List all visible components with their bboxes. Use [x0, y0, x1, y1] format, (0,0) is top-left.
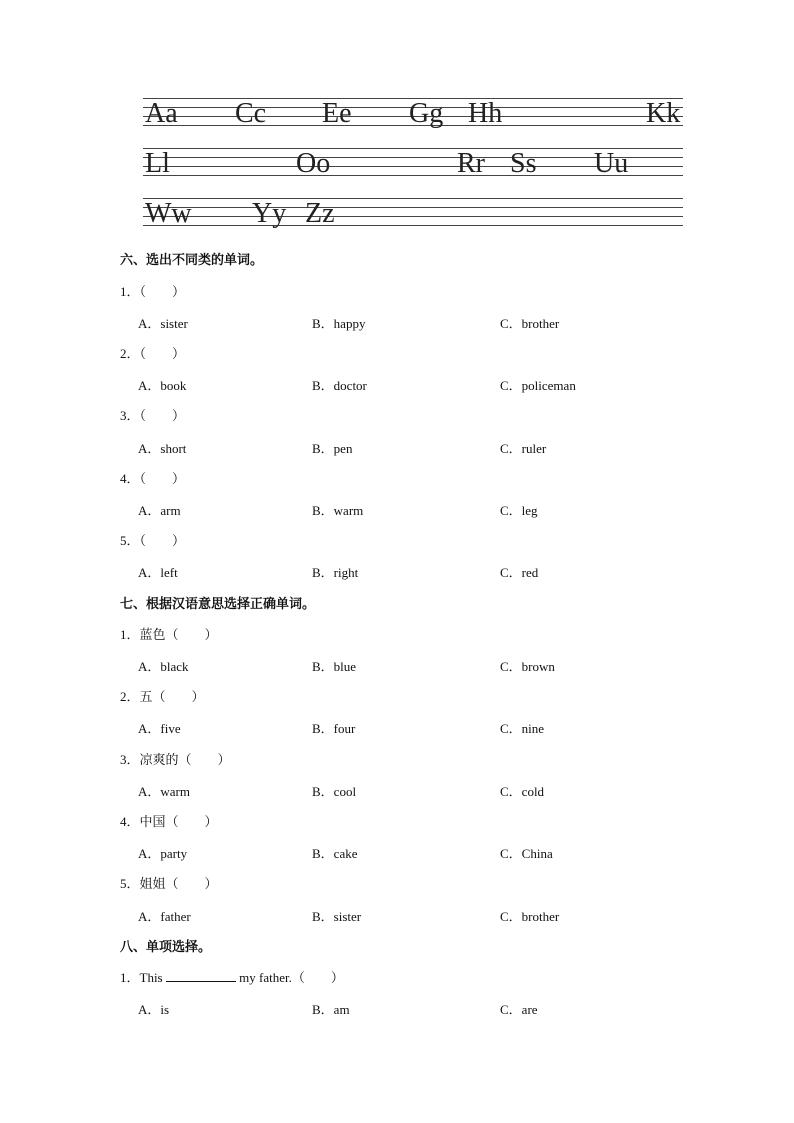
option-a[interactable]: A．book — [138, 378, 187, 393]
question-number: 1．蓝色（ ） — [120, 627, 218, 642]
letter-pair: Cc — [235, 98, 267, 129]
question-number: 4．中国（ ） — [120, 814, 218, 829]
question-number: 5．（ ） — [120, 533, 186, 548]
letter-pair: Ss — [510, 148, 537, 179]
letter-pair: Gg — [409, 98, 444, 129]
question-number: 5．姐姐（ ） — [120, 876, 218, 891]
option-c[interactable]: C．brown — [500, 659, 555, 674]
letter-pair: Oo — [296, 148, 331, 179]
question-number: 4．（ ） — [120, 471, 186, 486]
option-b[interactable]: B．blue — [312, 659, 357, 674]
option-c[interactable]: C．brother — [500, 316, 560, 331]
option-c[interactable]: C．leg — [500, 503, 538, 518]
option-a[interactable]: A．sister — [138, 316, 188, 331]
question-number: 3．凉爽的（ ） — [120, 752, 231, 767]
option-c[interactable]: C．are — [500, 1002, 538, 1017]
letter-pair: Zz — [305, 198, 335, 229]
option-a[interactable]: A．black — [138, 659, 189, 674]
option-c[interactable]: C．brother — [500, 909, 560, 924]
option-c[interactable]: C．cold — [500, 784, 545, 799]
question-text-after: my father.（ ） — [239, 970, 344, 985]
option-b[interactable]: B．am — [312, 1002, 350, 1017]
option-b[interactable]: B．pen — [312, 441, 353, 456]
option-a[interactable]: A．father — [138, 909, 191, 924]
option-b[interactable]: B．right — [312, 565, 359, 580]
section-heading: 八、单项选择。 — [120, 940, 212, 955]
option-a[interactable]: A．party — [138, 846, 188, 861]
option-b[interactable]: B．cake — [312, 846, 358, 861]
option-c[interactable]: C．policeman — [500, 378, 576, 393]
letter-pair: Rr — [457, 148, 485, 179]
option-a[interactable]: A．warm — [138, 784, 190, 799]
option-c[interactable]: C．China — [500, 846, 553, 861]
option-a[interactable]: A．is — [138, 1002, 170, 1017]
letter-pair: Aa — [145, 98, 178, 129]
letter-pair: Ww — [145, 198, 192, 229]
option-b[interactable]: B．doctor — [312, 378, 367, 393]
option-b[interactable]: B．cool — [312, 784, 357, 799]
option-a[interactable]: A．five — [138, 721, 181, 736]
option-b[interactable]: B．happy — [312, 316, 366, 331]
option-b[interactable]: B．warm — [312, 503, 364, 518]
letter-pair: Ll — [145, 148, 170, 179]
letter-pair: Ee — [322, 98, 352, 129]
answer-blank[interactable] — [166, 969, 236, 982]
question-number: 2．（ ） — [120, 346, 186, 361]
question-number: 2．五（ ） — [120, 689, 205, 704]
letter-pair: Hh — [468, 98, 503, 129]
option-a[interactable]: A．short — [138, 441, 187, 456]
question-text-before: 1．This — [120, 970, 163, 985]
question-number: 1．（ ） — [120, 284, 186, 299]
letter-pair: Uu — [594, 148, 629, 179]
option-b[interactable]: B．four — [312, 721, 356, 736]
question-stem — [120, 967, 344, 986]
letter-pair: Yy — [252, 198, 287, 229]
option-b[interactable]: B．sister — [312, 909, 362, 924]
letter-pair: Kk — [646, 98, 681, 129]
option-a[interactable]: A．arm — [138, 503, 181, 518]
question-number: 3．（ ） — [120, 408, 186, 423]
section-heading: 七、根据汉语意思选择正确单词。 — [120, 597, 316, 612]
option-c[interactable]: C．nine — [500, 721, 545, 736]
option-c[interactable]: C．red — [500, 565, 539, 580]
section-heading: 六、选出不同类的单词。 — [120, 253, 264, 268]
option-a[interactable]: A．left — [138, 565, 178, 580]
option-c[interactable]: C．ruler — [500, 441, 547, 456]
